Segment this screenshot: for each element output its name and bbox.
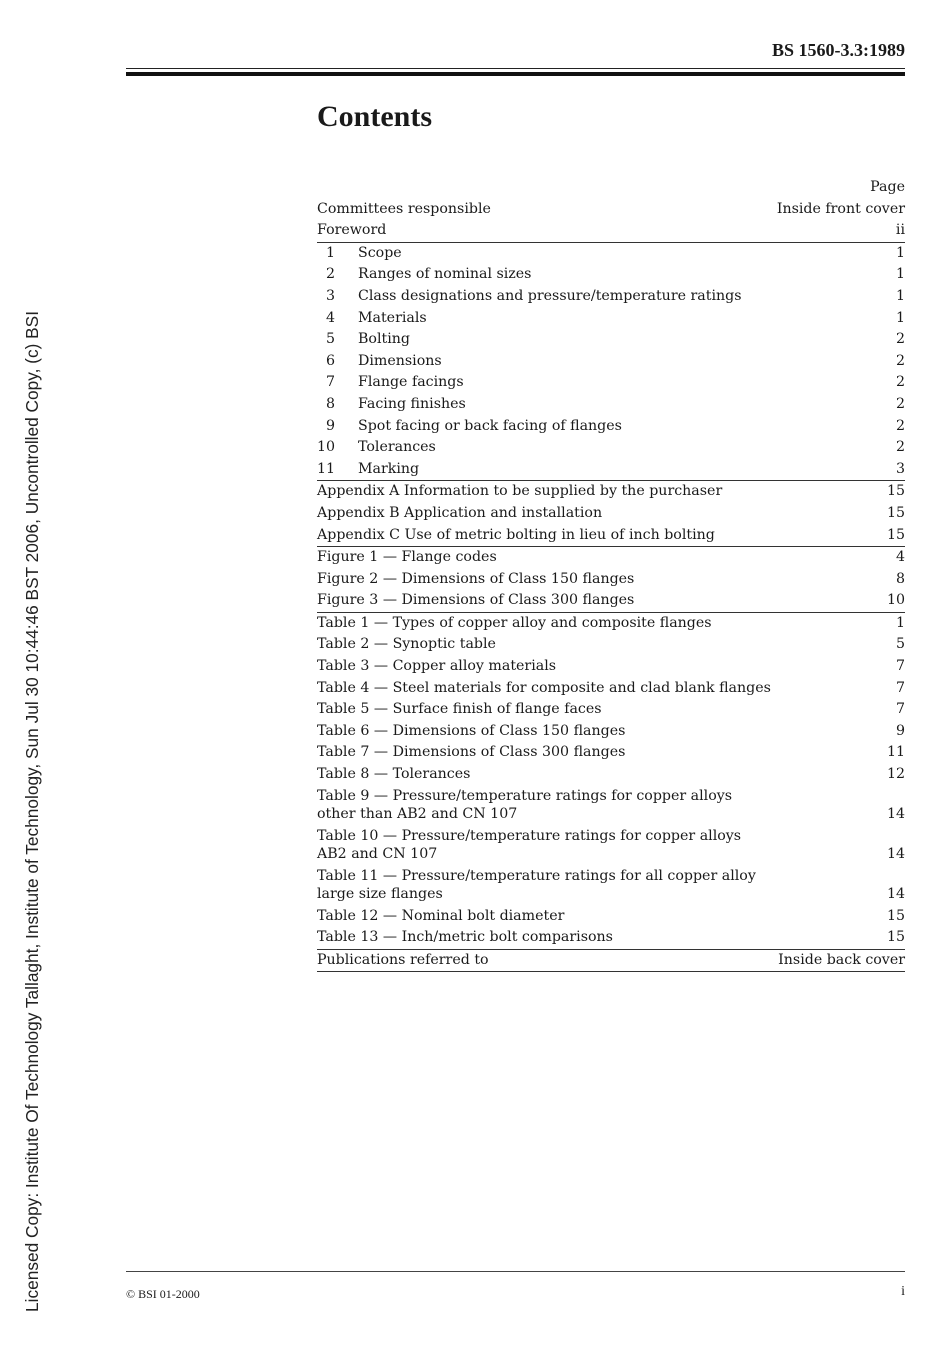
entry-label: Materials (358, 309, 427, 326)
toc-entry[interactable] (317, 866, 905, 906)
clause-number: 3 (325, 287, 335, 304)
toc-entry[interactable] (317, 329, 905, 351)
footer-rule (126, 1271, 905, 1272)
entry-page: 5 (895, 636, 905, 653)
entry-label: Dimensions (358, 352, 442, 369)
toc-entry[interactable] (317, 372, 905, 394)
entry-page: ii (895, 222, 905, 239)
entry-label: Figure 1 — Flange codes (317, 549, 497, 566)
entry-page: 1 (895, 287, 905, 304)
toc-clauses (317, 242, 905, 481)
entry-label: Publications referred to (317, 951, 489, 968)
toc-entry[interactable] (317, 656, 905, 678)
toc-entry[interactable] (317, 699, 905, 721)
entry-page: Inside front cover (776, 200, 905, 217)
entry-page: 15 (886, 526, 905, 543)
toc-entry[interactable] (317, 826, 905, 866)
entry-label: Figure 3 — Dimensions of Class 300 flanges (317, 592, 635, 609)
entry-label: Ranges of nominal sizes (358, 266, 532, 283)
toc-appendices (317, 480, 905, 546)
entry-label: Table 13 — Inch/metric bolt comparisons (317, 929, 613, 946)
clause-number: 9 (325, 417, 335, 434)
entry-label: Scope (358, 244, 402, 261)
entry-page: 14 (886, 805, 905, 822)
toc-entry[interactable] (317, 721, 905, 743)
entry-page: 2 (895, 395, 905, 412)
toc-entry[interactable] (317, 569, 905, 591)
toc-entry[interactable] (317, 634, 905, 656)
entry-label: Table 6 — Dimensions of Class 150 flanges (317, 722, 626, 739)
clause-number: 5 (325, 331, 335, 348)
entry-label: Flange facings (358, 374, 464, 391)
toc-entry[interactable] (317, 590, 905, 612)
page-column-heading: Page (870, 179, 905, 195)
entry-page: 7 (895, 679, 905, 696)
toc-tables (317, 612, 905, 949)
entry-label: Table 7 — Dimensions of Class 300 flanges (317, 744, 626, 761)
entry-label: Appendix B Application and installation (317, 504, 603, 521)
clause-number: 4 (325, 309, 335, 326)
clause-number: 2 (325, 266, 335, 283)
toc-entry[interactable] (317, 503, 905, 525)
toc-entry[interactable] (317, 547, 905, 569)
entry-label: Class designations and pressure/temperature ratings (358, 287, 742, 304)
entry-label: Table 3 — Copper alloy materials (317, 658, 557, 675)
entry-page: 2 (895, 374, 905, 391)
toc-entry[interactable] (317, 613, 905, 635)
toc-entry[interactable] (317, 742, 905, 764)
entry-label: Facing finishes (358, 395, 466, 412)
entry-page: 1 (895, 309, 905, 326)
entry-label: Table 2 — Synoptic table (317, 636, 496, 653)
entry-label: Table 9 — Pressure/temperature ratings for copper alloys other than AB2 and CN 107 (317, 787, 733, 822)
toc-entry[interactable] (317, 351, 905, 373)
toc-entry[interactable] (317, 286, 905, 308)
entry-page: Inside back cover (778, 951, 905, 968)
toc-entry[interactable] (317, 906, 905, 928)
toc-entry[interactable] (317, 786, 905, 826)
entry-page: 8 (895, 570, 905, 587)
entry-label: Table 1 — Types of copper alloy and composite flanges (317, 614, 712, 631)
header-rule-thick (126, 72, 905, 76)
entry-page: 15 (886, 504, 905, 521)
entry-label: Marking (358, 460, 420, 477)
clause-number: 11 (317, 460, 336, 477)
entry-label: Appendix C Use of metric bolting in lieu of inch bolting (317, 526, 715, 543)
clause-number: 6 (325, 352, 335, 369)
clause-number: 8 (325, 395, 335, 412)
entry-page: 14 (886, 885, 905, 902)
entry-page: 2 (895, 331, 905, 348)
toc-entry[interactable] (317, 199, 905, 221)
document-id: BS 1560-3.3:1989 (771, 40, 905, 60)
entry-label: Spot facing or back facing of flanges (358, 417, 622, 434)
copyright-notice: © BSI 01-2000 (126, 1287, 200, 1301)
entry-label: Foreword (317, 222, 387, 239)
toc-entry[interactable] (317, 459, 905, 481)
entry-page: 2 (895, 417, 905, 434)
toc-entry[interactable] (317, 243, 905, 265)
entry-page: 7 (895, 658, 905, 675)
entry-label: Table 10 — Pressure/temperature ratings for copper alloys AB2 and CN 107 (317, 827, 742, 862)
entry-label: Table 8 — Tolerances (317, 766, 471, 783)
entry-page: 3 (895, 460, 905, 477)
toc-front-matter (317, 199, 905, 242)
header-rule-thin (126, 68, 905, 69)
entry-label: Table 5 — Surface finish of flange faces (317, 701, 602, 718)
entry-label: Committees responsible (317, 200, 491, 217)
page-number: i (901, 1284, 905, 1299)
entry-page: 1 (895, 244, 905, 261)
entry-label: Tolerances (358, 439, 436, 456)
toc-entry[interactable] (317, 525, 905, 547)
entry-label: Appendix A Information to be supplied by the purchaser (317, 483, 723, 500)
toc-entry[interactable] (317, 764, 905, 786)
entry-page: 1 (895, 266, 905, 283)
toc-entry[interactable] (317, 308, 905, 330)
toc-back-matter (317, 949, 905, 973)
toc-figures (317, 546, 905, 612)
toc-entry[interactable] (317, 481, 905, 503)
entry-label: Table 11 — Pressure/temperature ratings for all copper alloy large size flanges (317, 867, 756, 902)
entry-label: Table 4 — Steel materials for composite and clad blank flanges (317, 679, 771, 696)
entry-page: 2 (895, 439, 905, 456)
page-title: Contents (317, 100, 433, 133)
toc-entry[interactable] (317, 678, 905, 700)
entry-page: 7 (895, 701, 905, 718)
entry-page: 12 (886, 766, 905, 783)
entry-page: 15 (886, 929, 905, 946)
entry-label: Figure 2 — Dimensions of Class 150 flanges (317, 570, 635, 587)
toc-entry[interactable] (317, 394, 905, 416)
entry-page: 4 (895, 549, 905, 566)
entry-page: 10 (886, 592, 905, 609)
toc-entry[interactable] (317, 927, 905, 949)
entry-page: 2 (895, 352, 905, 369)
entry-page: 14 (886, 845, 905, 862)
toc-entry[interactable] (317, 220, 905, 242)
clause-number: 1 (325, 244, 335, 261)
toc-entry[interactable] (317, 437, 905, 459)
entry-label: Table 12 — Nominal bolt diameter (317, 907, 565, 924)
entry-page: 11 (886, 744, 905, 761)
licence-watermark (7, 80, 42, 1312)
table-of-contents (317, 177, 905, 972)
licence-text: Licensed Copy: Institute Of Technology Tallaght, Institute of Technology, Sun Jul 30 10:44:46 BST 2006, Uncontrolled Copy, (c) BSI (22, 311, 42, 1312)
entry-page: 15 (886, 483, 905, 500)
clause-number: 10 (317, 439, 336, 456)
entry-page: 9 (895, 722, 905, 739)
toc-entry[interactable] (317, 416, 905, 438)
toc-entry[interactable] (317, 950, 905, 972)
clause-number: 7 (325, 374, 335, 391)
entry-page: 1 (895, 614, 905, 631)
entry-page: 15 (886, 907, 905, 924)
entry-label: Bolting (358, 331, 410, 348)
toc-entry[interactable] (317, 264, 905, 286)
